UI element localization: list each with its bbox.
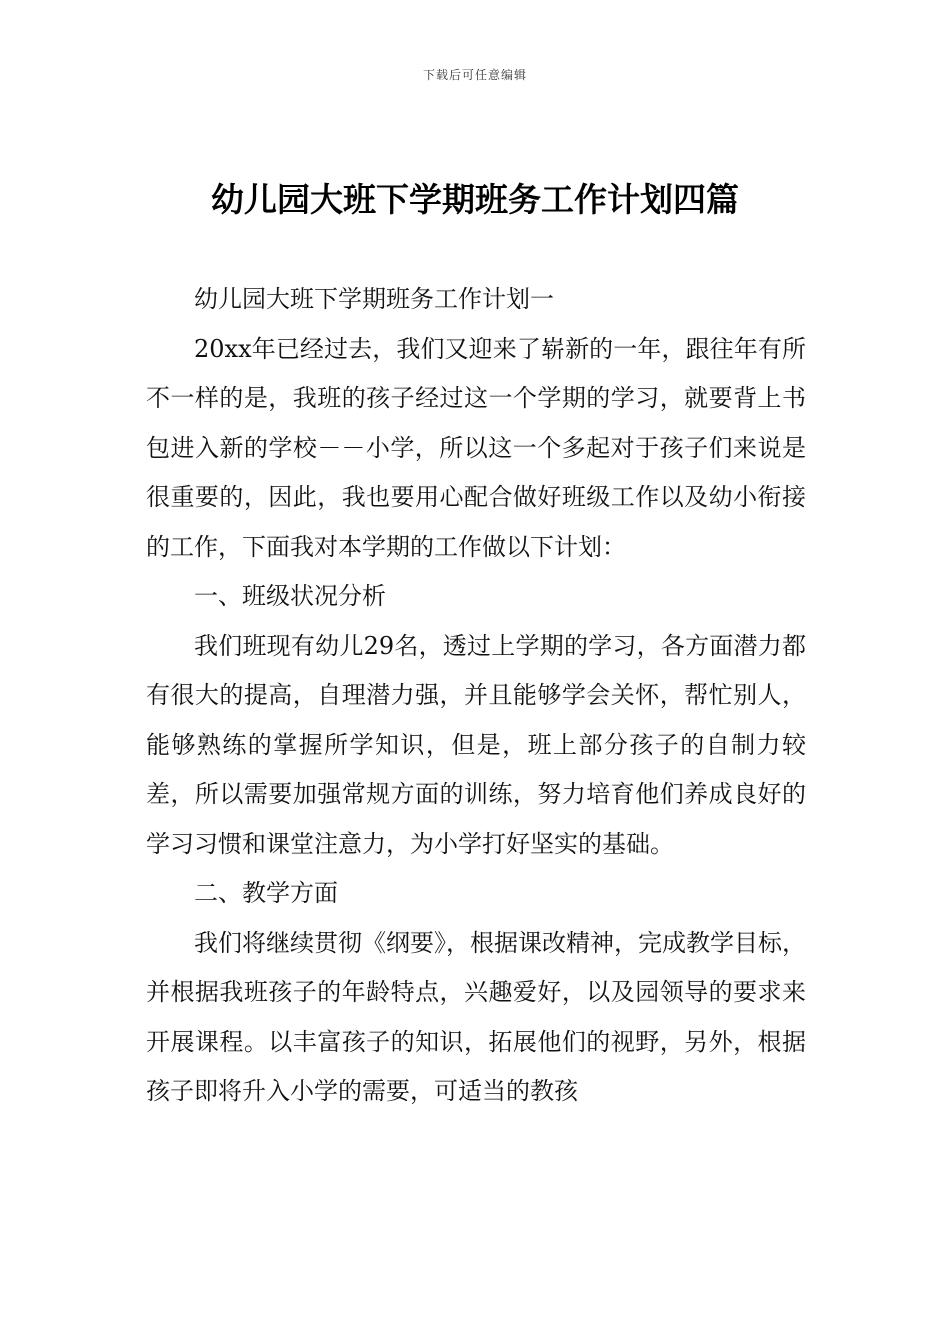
- body-paragraph: 我们班现有幼儿29名，透过上学期的学习，各方面潜力都有很大的提高，自理潜力强，并且能够学会关怀，帮忙别人，能够熟练的掌握所学知识，但是，班上部分孩子的自制力较差，所以需要加强常规方面的训练，努力培育他们养成良好的学习习惯和课堂注意力，为小学打好坚实的基础。: [146, 631, 806, 858]
- section-heading: 幼儿园大班下学期班务工作计划一: [194, 285, 554, 313]
- document-body: [146, 275, 806, 1117]
- section-heading: 一、班级状况分析: [194, 582, 386, 610]
- body-paragraph: 20xx年已经过去，我们又迎来了崭新的一年，跟往年有所不一样的是，我班的孩子经过这一个学期的学习，就要背上书包进入新的学校－－小学，所以这一个多起对于孩子们来说是很重要的，因此，我也要用心配合做好班级工作以及幼小衔接的工作，下面我对本学期的工作做以下计划：: [146, 334, 806, 561]
- section-heading: 二、教学方面: [194, 879, 338, 907]
- document-title: 幼儿园大班下学期班务工作计划四篇: [211, 180, 739, 219]
- header-note: 下载后可任意编辑: [422, 68, 527, 82]
- body-paragraph: 我们将继续贯彻《纲要》，根据课改精神，完成教学目标，并根据我班孩子的年龄特点，兴趣爱好，以及园领导的要求来开展课程。以丰富孩子的知识，拓展他们的视野，另外，根据孩子即将升入小学的需要，可适当的教孩: [146, 928, 806, 1105]
